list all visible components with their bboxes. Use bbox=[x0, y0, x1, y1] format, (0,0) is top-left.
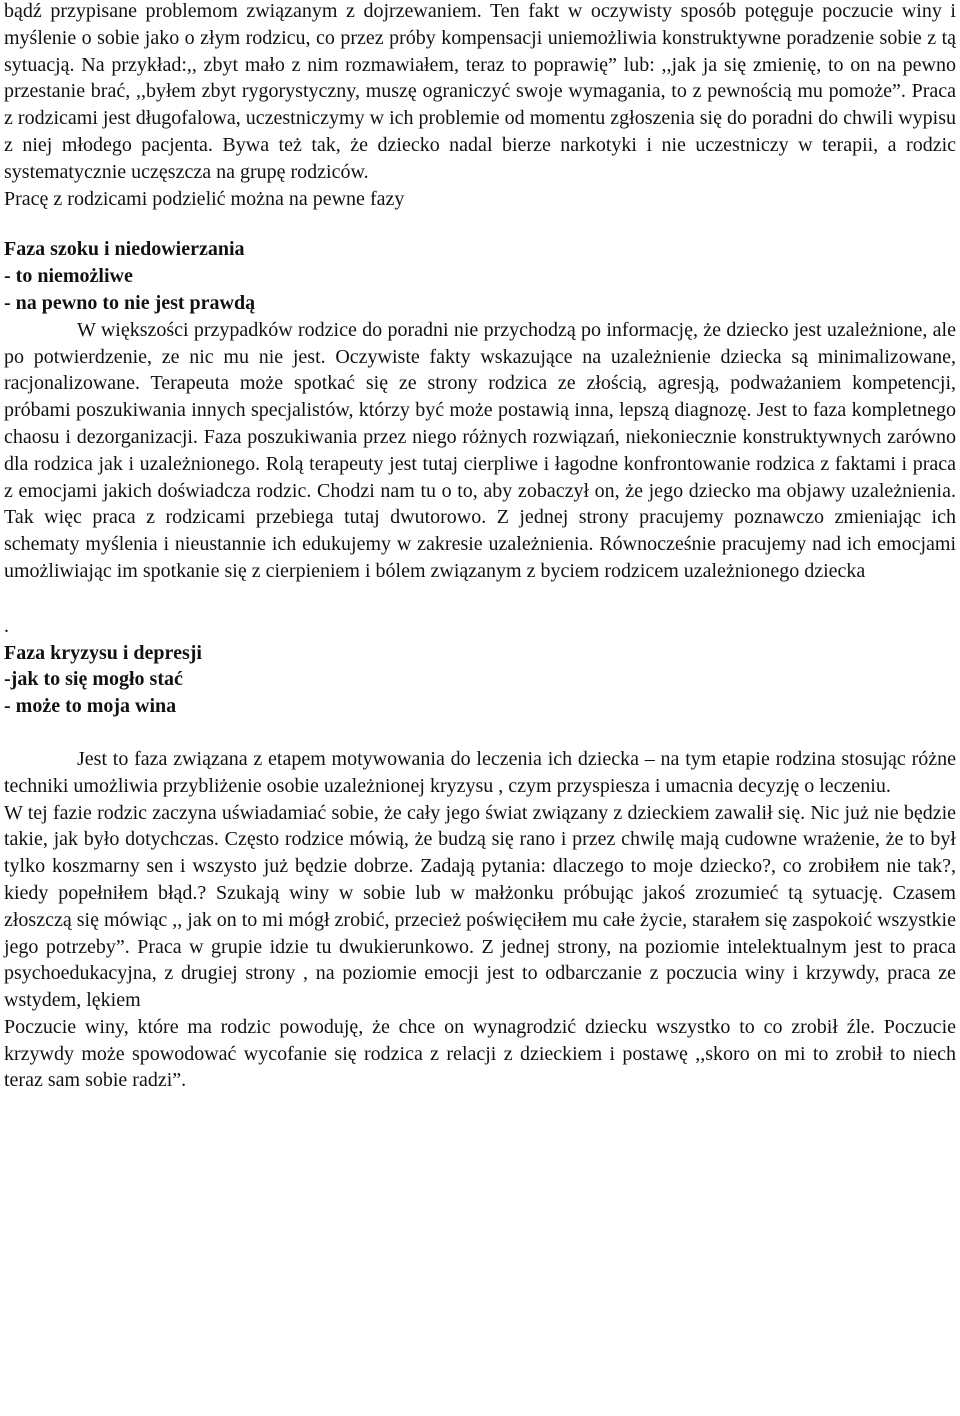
intro-paragraph: bądź przypisane problemom związanym z dojrzewaniem. Ten fakt w oczywisty sposób potęguje poczucie winy i myślenie o sobie jako o złym rodzicu, co przez próby kompensacji uniemożliwia konstruktywne poradzenie sobie z tą sytuacją. Na przykład:,, zbyt mało z nim rozmawiałem, teraz to poprawię” lub: ,,jak ja się zmienię, to on na pewno przestanie brać, ,,byłem zbyt rygorystyczny, muszę ograniczyć swoje wymagania, to z pewnością mu pomoże”. Praca z rodzicami jest długofalowa, uczestniczymy w ich problemie od momentu zgłoszenia się do poradni do chwili wypisu z niej młodego pacjenta. Bywa też tak, że dziecko nadal bierze narkotyki i nie uczestniczy w terapii, a rodzic systematycznie uczęszcza na grupę rodziców. bbox=[4, 0, 956, 183]
section2-body-2: W tej fazie rodzic zaczyna uświadamiać sobie, że cały jego świat związany z dzieckiem zawalił się. Nic już nie będzie takie, jak było dotychczas. Często rodzice mówią, że budzą się rano i przez chwilę mają cudowne wrażenie, że to był tylko koszmarny sen i wszysto już będzie dobrze. Zadają pytania: dlaczego to moje dziecko?, co zrobiłem nie tak?, kiedy popełniłem błąd.? Szukają winy w sobie lub w małżonku próbując jakoś zrozumieć tą sytuację. Czasem złoszczą się mówiąc ,, jak on to mi mógł zrobić, przecież poświęciłem mu całe życie, starałem się zaspokoić wszystkie jego potrzeby”. Praca w grupie idzie tu dwukierunkowo. Z jednej strony, na poziomie intelektualnym jest to praca psychoedukacyjna, z drugiej strony , na poziomie emocji jest to odbarczanie z poczucia winy i krzywdy, praca ze wstydem, lękiem bbox=[4, 801, 956, 1012]
separator-dot: . bbox=[4, 614, 9, 637]
section1-title: Faza szoku i niedowierzania bbox=[4, 238, 245, 261]
section1-subheading-1: - to niemożliwe bbox=[4, 265, 133, 288]
spacer bbox=[4, 585, 956, 613]
section2-title: Faza kryzysu i depresji bbox=[4, 641, 202, 664]
section2-body-3: Poczucie winy, które ma rodzic powoduję, że chce on wynagrodzić dziecku wszystko to co zrobił źle. Poczucie krzywdy może spowodować wycofanie się rodzica z relacji z dzieckiem i postawę ,,skoro on mi to zrobił to niech teraz sam sobie radzi”. bbox=[4, 1015, 956, 1092]
spacer bbox=[4, 720, 956, 746]
section2-subheading-1: -jak to się mogło stać bbox=[4, 668, 183, 691]
section2-body-1: Jest to faza związana z etapem motywowania do leczenia ich dziecka – na tym etapie rodzina stosując różne techniki umożliwia przybliżenie osobie uzależnionej kryzysu , czym przyspiesza i umacnia decyzję o leczeniu. bbox=[4, 747, 956, 797]
spacer bbox=[4, 212, 956, 236]
phases-intro-paragraph: Pracę z rodzicami podzielić można na pewne fazy bbox=[4, 187, 405, 210]
section1-subheading-2: - na pewno to nie jest prawdą bbox=[4, 291, 256, 314]
section1-body: W większości przypadków rodzice do poradni nie przychodzą po informację, że dziecko jest uzależnione, ale po potwierdzenie, ze nic mu nie jest. Oczywiste fakty wskazujące na uzależnienie dziecka są minimalizowane, racjonalizowane. Terapeuta może spotkać się ze strony rodzica ze złością, agresją, podważaniem kompetencji, próbami poszukiwania innych specjalistów, którzy być może postawią inna, lepszą diagnozę. Jest to faza kompletnego chaosu i dezorganizacji. Faza poszukiwania przez niego różnych rozwiązań, niekoniecznie konstruktywnych zarówno dla rodzica jak i uzależnionego. Rolą terapeuty jest tutaj cierpliwe i łagodne konfrontowanie rodzica z faktami i praca z emocjami jakich doświadcza rodzic. Chodzi nam tu o to, aby zobaczył on, że jego dziecko ma objawy uzależnienia. Tak więc praca z rodzicami przebiega tutaj dwutorowo. Z jednej strony pracujemy poznawczo zmieniając ich schematy myślenia i nieustannie ich edukujemy w zakresie uzależnienia. Równocześnie pracujemy nad ich emocjami umożliwiając im spotkanie się z cierpieniem i bólem związanym z byciem rodzicem uzależnionego dziecka bbox=[4, 318, 956, 582]
section2-subheading-2: - może to moja wina bbox=[4, 695, 177, 718]
